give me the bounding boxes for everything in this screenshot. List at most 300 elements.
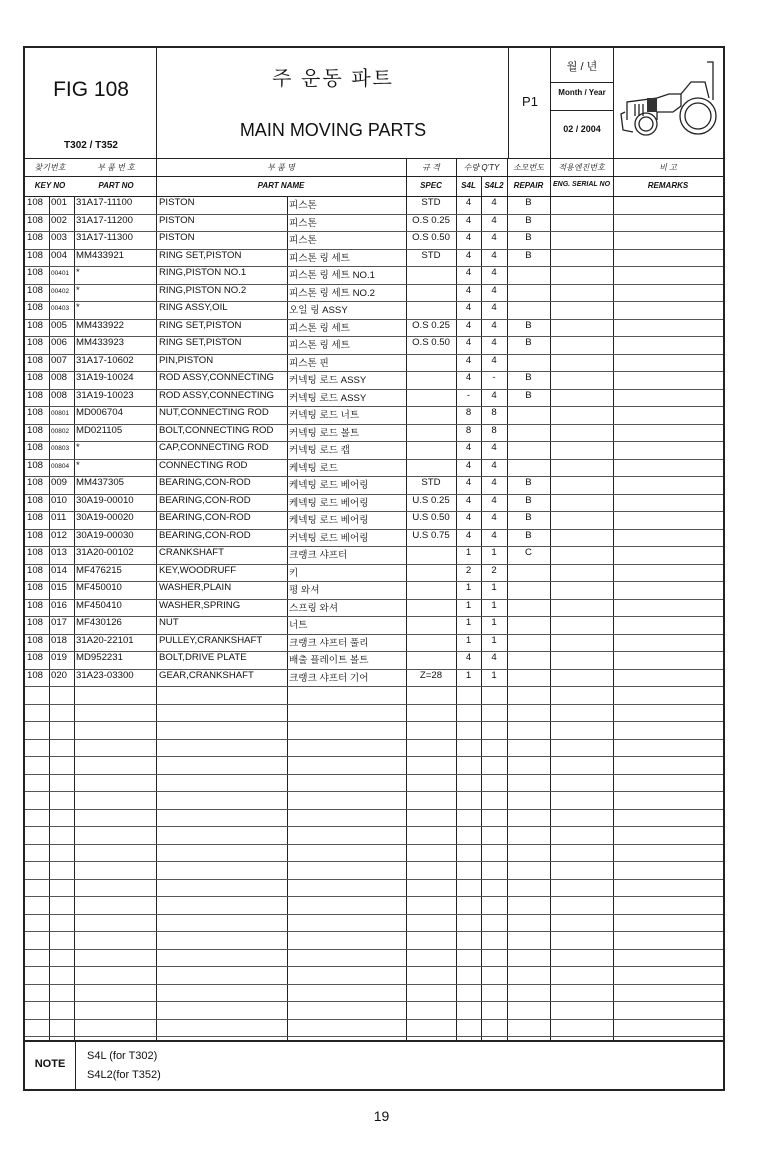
cell-name: ROD ASSY,CONNECTING [159,389,274,401]
cell-name: NUT,CONNECTING ROD [159,407,269,418]
cell-key: 020 [51,669,68,681]
cell-part: * [76,284,80,296]
cell-part: MD006704 [76,407,123,418]
cell-name: WASHER,PLAIN [159,582,232,593]
cell-s4l: 4 [465,302,472,313]
table-row [25,896,723,914]
cell-s4l2: 4 [491,512,497,523]
cell-fig: 108 [27,494,44,506]
repair-header: REPAIR [513,181,544,190]
cell-s4l2: 4 [491,459,497,471]
cell-key: 019 [51,652,68,663]
s4l-header: S4L [461,181,476,190]
repair-korean: 소모번도 [513,163,544,172]
cell-key: 013 [51,547,68,558]
table-row [25,774,723,792]
cell-key: 016 [51,599,68,611]
table-row [25,756,723,774]
cell-fig: 108 [27,389,44,401]
cell-key: 007 [51,354,68,366]
table-row [25,354,723,372]
cell-key: 008 [51,389,68,401]
cell-s4l2: 4 [491,214,497,226]
cell-name: PIN,PISTON [159,354,214,366]
cell-repair: B [525,319,532,331]
cell-part: 31A20-22101 [76,634,134,646]
cell-key: 00401 [51,270,70,277]
tractor-icon [617,54,719,150]
cell-name: ROD ASSY,CONNECTING [159,372,274,383]
cell-spec: O.S 0.50 [412,232,450,243]
table-row [25,704,723,722]
cell-s4l2: 8 [491,407,497,418]
cell-part: 31A17-11100 [76,197,133,208]
cell-part: MF450410 [76,599,122,611]
cell-s4l2: 4 [491,232,497,243]
cell-name: BOLT,CONNECTING ROD [159,424,274,436]
cell-s4l2: 4 [491,319,497,331]
issue-date: 02 / 2004 [563,124,601,134]
cell-part: 31A17-11200 [76,214,133,226]
cell-name-k: 키 [289,567,299,579]
cell-name: PISTON [159,197,195,208]
cell-s4l: 4 [465,512,472,523]
table-row [25,826,723,844]
cell-s4l: 4 [465,494,472,506]
cell-s4l: 4 [465,442,472,453]
cell-fig: 108 [27,197,44,208]
cell-key: 002 [51,214,68,226]
cell-spec: O.S 0.50 [412,337,450,348]
table-row [25,984,723,1002]
cell-fig: 108 [27,302,44,313]
table-row [25,494,723,512]
cell-s4l2: 1 [491,617,497,628]
table-row [25,861,723,879]
cell-s4l: 4 [465,232,472,243]
month-year-label: Month / Year [558,88,606,97]
cell-s4l: 4 [465,284,472,296]
table-row [25,214,723,232]
cell-repair: B [525,232,532,243]
cell-s4l: 4 [465,214,472,226]
table-row [25,949,723,967]
cell-name-k: 크랭크 샤프터 기어 [289,672,369,684]
column-headers [25,158,723,197]
cell-spec: Z=28 [419,669,443,681]
cell-key: 00802 [51,427,70,435]
cell-part: MD952231 [76,652,123,663]
cell-key: 018 [51,634,68,646]
table-row [25,546,723,564]
page-code: P1 [522,94,538,109]
cell-s4l2: 4 [491,197,497,208]
cell-spec: O.S 0.25 [412,214,450,226]
table-row [25,441,723,459]
cell-fig: 108 [27,267,44,278]
part-no-korean: 부 품 번 호 [97,163,135,172]
eng-serial-korean: 적용엔진번호 [558,163,605,172]
table-row [25,266,723,284]
cell-s4l: 1 [465,547,472,558]
table-row [25,634,723,652]
cell-name: CAP,CONNECTING ROD [159,442,269,453]
cell-repair: B [525,477,532,488]
spec-header: SPEC [420,181,442,190]
table-row [25,196,723,214]
cell-s4l2: 4 [491,529,497,541]
cell-name-k: 커넥팅 로드 ASSY [289,375,367,386]
table-row [25,511,723,529]
note-label: NOTE [34,1058,66,1070]
cell-part: 31A17-10602 [76,354,134,366]
remarks-header: REMARKS [647,181,689,190]
cell-fig: 108 [27,424,44,436]
cell-s4l2: 4 [491,284,497,296]
cell-repair: B [525,372,532,383]
cell-name-k: 케넥팅 로드 베어링 [289,497,369,509]
cell-part: * [76,267,80,278]
table-row [25,686,723,704]
cell-name: WASHER,SPRING [159,599,241,611]
cell-name-k: 케넥팅 로드 베어링 [289,515,369,526]
table-row [25,581,723,599]
note-line-1: S4L (for T302) [87,1050,158,1062]
cell-name-k: 피스톤 [289,235,317,246]
table-row [25,371,723,389]
cell-name: PISTON [159,214,195,226]
table-row [25,406,723,424]
table-row [25,791,723,809]
cell-s4l: 8 [465,407,472,418]
cell-spec: O.S 0.25 [412,319,450,331]
cell-name-k: 배출 플레이트 볼트 [289,655,369,666]
cell-name: NUT [159,617,179,628]
cell-part: 31A17-11300 [76,232,133,243]
cell-name-k: 커넥팅 로드 베어링 [289,532,369,544]
remarks-korean: 비 고 [659,163,677,172]
cell-fig: 108 [27,634,44,646]
cell-name: BEARING,CON-ROD [159,529,251,541]
cell-name-k: 피스톤 링 세트 [289,340,350,351]
cell-name-k: 피스톤 [289,200,317,211]
table-row [25,651,723,669]
cell-name: RING SET,PISTON [159,319,242,331]
key-no-header: KEY NO [34,181,66,190]
cell-fig: 108 [27,477,44,488]
cell-name: RING SET,PISTON [159,249,242,261]
cell-key: 017 [51,617,68,628]
cell-part: MF450010 [76,582,122,593]
cell-s4l2: 4 [491,652,497,663]
figure-number: FIG 108 [53,78,129,101]
cell-key: 00804 [51,462,70,470]
cell-key: 001 [51,197,68,208]
cell-fig: 108 [27,284,44,296]
cell-s4l: 1 [465,617,472,628]
table-row [25,284,723,302]
cell-repair: C [525,547,532,558]
cell-part: MM433922 [76,319,124,331]
cell-name-k: 오일 링 ASSY [289,305,348,316]
cell-part: * [76,459,80,471]
cell-fig: 108 [27,232,44,243]
cell-s4l2: 1 [491,547,497,558]
cell-key: 003 [51,232,68,243]
cell-name-k: 피스톤 링 세트 [289,322,350,334]
cell-fig: 108 [27,669,44,681]
cell-spec: STD [421,249,441,261]
cell-name: KEY,WOODRUFF [159,564,237,576]
cell-fig: 108 [27,354,44,366]
cell-s4l2: 1 [491,582,497,593]
cell-part: * [76,442,80,453]
table-row [25,739,723,757]
note-section [25,1040,723,1091]
cell-s4l2: 4 [491,302,497,313]
cell-s4l2: 4 [491,354,497,366]
cell-key: 006 [51,337,68,348]
cell-name: CONNECTING ROD [159,459,248,471]
cell-key: 005 [51,319,68,331]
cell-name-k: 케넥팅 로드 베어링 [289,480,369,491]
cell-name: RING,PISTON NO.1 [159,267,247,278]
table-row [25,424,723,442]
parts-sheet [23,46,725,1091]
cell-part: 30A19-00030 [76,529,134,541]
note-line-2: S4L2(for T352) [87,1069,161,1081]
table-row [25,599,723,617]
cell-repair: B [525,249,532,261]
table-row [25,336,723,354]
table-row [25,301,723,319]
cell-key: 00402 [51,287,70,295]
table-row [25,1019,723,1037]
cell-fig: 108 [27,599,44,611]
table-row [25,966,723,984]
cell-s4l: 4 [465,267,472,278]
cell-part: 31A23-03300 [76,669,134,681]
cell-s4l2: 4 [491,442,497,453]
cell-spec: STD [421,477,441,488]
cell-s4l: 4 [465,477,472,488]
cell-part: 31A19-10024 [76,372,134,383]
cell-s4l2: 4 [491,477,497,488]
cell-fig: 108 [27,442,44,453]
cell-part: 30A19-00020 [76,512,134,523]
table-row [25,844,723,862]
title-korean: 주 운동 파트 [272,68,394,90]
cell-name: BEARING,CON-ROD [159,512,251,523]
cell-s4l: 1 [465,599,472,611]
cell-name-k: 크랭크 샤프터 풀리 [289,637,369,649]
sheet-header [25,48,723,159]
cell-part: 30A19-00010 [76,494,134,506]
cell-name-k: 피스톤 링 세트 [289,252,350,264]
cell-s4l: 2 [465,564,472,576]
cell-s4l: 4 [465,652,472,663]
cell-s4l2: 4 [491,249,497,261]
cell-name: RING SET,PISTON [159,337,242,348]
cell-fig: 108 [27,547,44,558]
cell-repair: B [525,389,532,401]
cell-s4l: 4 [465,197,472,208]
cell-part: MF476215 [76,564,122,576]
month-year-korean: 월 / 년 [566,61,598,73]
cell-repair: B [525,214,532,226]
cell-repair: B [525,197,532,208]
table-row [25,564,723,582]
cell-name: BEARING,CON-ROD [159,494,251,506]
cell-fig: 108 [27,214,44,226]
cell-name-k: 커넥팅 로드 볼트 [289,427,360,439]
cell-spec: U.S 0.25 [412,494,450,506]
cell-part: * [76,302,80,313]
part-name-header: PART NAME [257,181,305,190]
cell-key: 008 [51,372,68,383]
cell-name-k: 피스톤 링 세트 NO.1 [289,270,375,281]
cell-part: MM433921 [76,249,124,261]
cell-s4l: 4 [465,372,472,383]
cell-s4l2: 2 [491,564,497,576]
cell-s4l2: 1 [491,599,497,611]
cell-key: 014 [51,564,68,576]
table-row [25,459,723,477]
cell-s4l2: - [492,372,496,383]
cell-fig: 108 [27,512,44,523]
spec-korean: 규 격 [422,163,440,172]
cell-s4l2: 4 [491,267,497,278]
cell-fig: 108 [27,529,44,541]
table-row [25,249,723,267]
cell-fig: 108 [27,372,44,383]
cell-name: RING ASSY,OIL [159,302,228,313]
s4l2-header: S4L2 [484,181,504,190]
cell-name: CRANKSHAFT [159,547,225,558]
cell-part: MM437305 [76,477,124,488]
table-row [25,231,723,249]
cell-s4l2: 8 [491,424,497,436]
key-no-korean: 찾기번호 [34,163,66,172]
eng-serial-header: ENG. SERIAL NO [552,181,611,188]
cell-fig: 108 [27,617,44,628]
table-row [25,914,723,932]
table-row [25,809,723,827]
cell-name-k: 커넥팅 로드 캡 [289,445,350,456]
cell-repair: B [525,494,532,506]
table-row [25,476,723,494]
cell-fig: 108 [27,564,44,576]
table-row [25,319,723,337]
cell-key: 004 [51,249,68,261]
cell-s4l: 1 [465,582,472,593]
cell-part: MM433923 [76,337,124,348]
cell-fig: 108 [27,319,44,331]
cell-s4l2: 4 [491,389,497,401]
cell-key: 015 [51,582,68,593]
cell-s4l: 4 [465,529,472,541]
cell-repair: B [525,529,532,541]
cell-fig: 108 [27,249,44,261]
cell-name-k: 크랭크 샤프터 [289,550,348,561]
cell-key: 012 [51,529,68,541]
cell-s4l: - [466,389,471,401]
cell-name-k: 피스톤 링 세트 NO.2 [289,287,375,299]
cell-name-k: 피스톤 핀 [289,357,329,369]
cell-part: MD021105 [76,424,123,436]
cell-fig: 108 [27,582,44,593]
parts-table-body [25,196,723,1040]
cell-part: MF430126 [76,617,122,628]
cell-s4l: 1 [465,634,472,646]
table-row [25,1001,723,1019]
cell-name: BOLT,DRIVE PLATE [159,652,247,663]
cell-s4l2: 4 [491,337,497,348]
cell-name: GEAR,CRANKSHAFT [159,669,254,681]
table-row [25,389,723,407]
cell-s4l: 1 [465,669,472,681]
cell-key: 010 [51,494,68,506]
cell-name-k: 평 와셔 [289,585,320,596]
table-row [25,931,723,949]
cell-spec: U.S 0.50 [412,512,450,523]
cell-key: 00803 [51,445,70,452]
page-number: 19 [373,1108,390,1124]
cell-s4l: 4 [465,354,472,366]
cell-spec: STD [421,197,441,208]
cell-s4l: 8 [465,424,472,436]
cell-name-k: 케넥팅 로드 [289,462,339,474]
cell-s4l2: 1 [491,634,497,646]
cell-name-k: 너트 [289,620,308,631]
cell-name: PISTON [159,232,195,243]
title-english: MAIN MOVING PARTS [239,120,427,140]
model-numbers: T302 / T352 [64,140,118,151]
table-row [25,529,723,547]
cell-name: RING,PISTON NO.2 [159,284,247,296]
cell-name: BEARING,CON-ROD [159,477,251,488]
cell-name-k: 스프링 와셔 [289,602,339,614]
cell-name-k: 피스톤 [289,217,317,229]
cell-key: 00403 [51,305,70,312]
table-row [25,669,723,687]
cell-s4l: 4 [465,319,472,331]
table-row [25,721,723,739]
cell-fig: 108 [27,337,44,348]
table-row [25,879,723,897]
cell-repair: B [525,337,532,348]
cell-name: PULLEY,CRANKSHAFT [159,634,263,646]
cell-part: 31A19-10023 [76,389,134,401]
cell-part: 31A20-00102 [76,547,134,558]
cell-fig: 108 [27,459,44,471]
cell-key: 011 [51,512,67,523]
cell-fig: 108 [27,652,44,663]
part-no-header: PART NO [98,181,134,190]
cell-s4l2: 4 [491,494,497,506]
cell-key: 009 [51,477,68,488]
cell-s4l2: 1 [491,669,497,681]
cell-name-k: 커넥팅 로드 너트 [289,410,360,421]
qty-korean: 수량 Q'TY [463,163,500,172]
cell-s4l: 4 [465,459,472,471]
cell-repair: B [525,512,532,523]
cell-s4l: 4 [465,337,472,348]
cell-s4l: 4 [465,249,472,261]
table-row [25,616,723,634]
cell-spec: U.S 0.75 [412,529,450,541]
cell-name-k: 커넥팅 로드 ASSY [289,392,367,404]
